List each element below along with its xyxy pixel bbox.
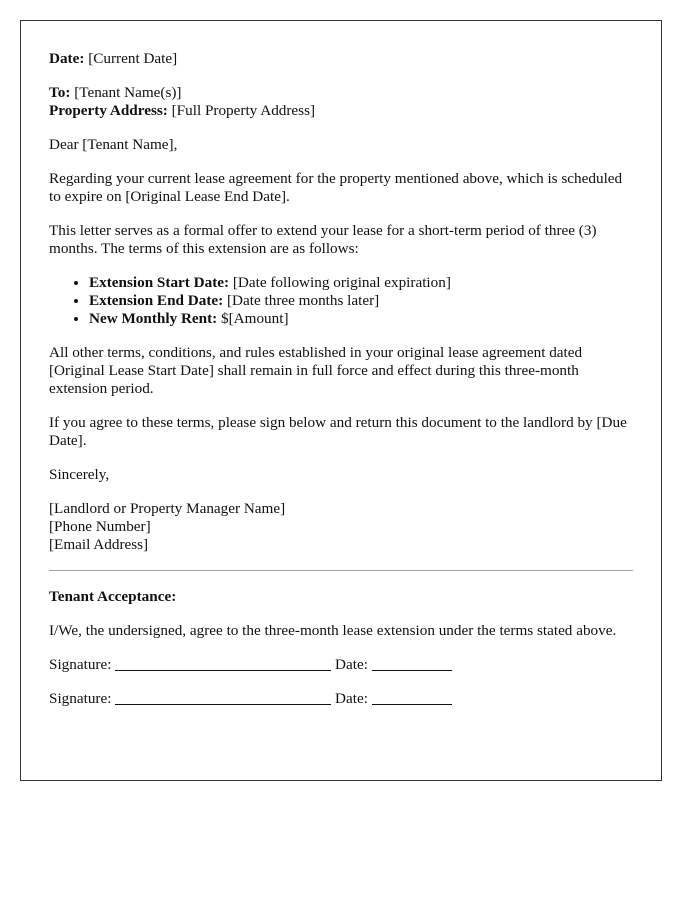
signature-date-field[interactable] <box>372 656 452 671</box>
signature-label: Signature: <box>49 656 112 673</box>
term-label: Extension End Date: <box>89 292 224 309</box>
salutation: Dear [Tenant Name], <box>49 136 178 153</box>
term-item-monthly-rent <box>89 310 633 328</box>
term-item-end-date <box>89 292 633 310</box>
term-value: [Date three months later] <box>226 292 380 309</box>
terms-list <box>49 274 633 328</box>
to-label: To: <box>49 84 71 101</box>
section-divider <box>49 570 633 571</box>
signature-date-label: Date: <box>335 690 368 707</box>
landlord-phone: [Phone Number] <box>49 518 151 535</box>
property-address-line <box>49 102 633 120</box>
property-address-value: [Full Property Address] <box>171 102 316 119</box>
property-address-label: Property Address: <box>49 102 168 119</box>
date-line <box>49 50 633 68</box>
signature-label: Signature: <box>49 690 112 707</box>
landlord-email: [Email Address] <box>49 536 149 553</box>
acceptance-heading-text: Tenant Acceptance: <box>49 588 177 605</box>
term-item-start-date <box>89 274 633 292</box>
term-value: $[Amount] <box>221 310 289 327</box>
landlord-name: [Landlord or Property Manager Name] <box>49 500 286 517</box>
date-value: [Current Date] <box>88 50 178 67</box>
signature-date-label: Date: <box>335 656 368 673</box>
acceptance-heading <box>49 588 633 606</box>
signature-field[interactable] <box>115 690 331 705</box>
term-label: New Monthly Rent: <box>89 310 218 327</box>
date-label: Date: <box>49 50 85 67</box>
paragraph-lease-reference: Regarding your current lease agreement for the property mentioned above, which is scheduled to expire on [Original Lease End Date]. <box>49 170 623 205</box>
term-value: [Date following original expiration] <box>232 274 451 291</box>
signature-field[interactable] <box>115 656 331 671</box>
signature-date-field[interactable] <box>372 690 452 705</box>
paragraph-offer: This letter serves as a formal offer to extend your lease for a short-term period of three (3) months. The terms of this extension are as follows: <box>49 222 597 257</box>
lease-extension-letter <box>20 20 662 781</box>
acceptance-statement: I/We, the undersigned, agree to the three-month lease extension under the terms stated above. <box>49 622 617 639</box>
signature-row <box>49 656 633 674</box>
signature-row <box>49 690 633 708</box>
sign-off: Sincerely, <box>49 466 110 483</box>
paragraph-sign-instructions: If you agree to these terms, please sign below and return this document to the landlord by [Due Date]. <box>49 414 627 449</box>
to-line <box>49 84 633 102</box>
paragraph-other-terms: All other terms, conditions, and rules established in your original lease agreement dated [Original Lease Start Date] shall remain in full force and effect during this three-month extension period. <box>49 344 583 397</box>
term-label: Extension Start Date: <box>89 274 230 291</box>
to-value: [Tenant Name(s)] <box>74 84 182 101</box>
